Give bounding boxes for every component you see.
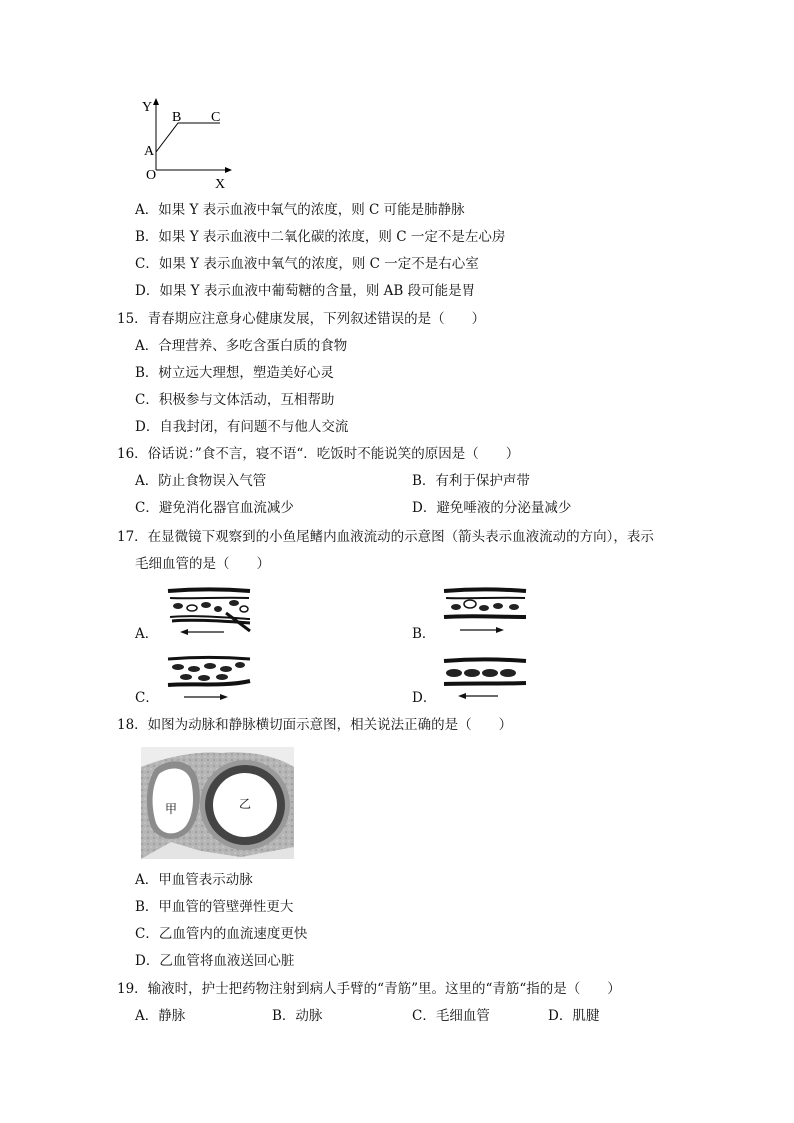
q14-option-a: A．如果 Y 表示血液中氧气的浓度，则 C 可能是肺静脉	[135, 202, 465, 218]
q17-stem-line2: 毛细血管的是（ ）	[135, 556, 270, 572]
q17-figure-d	[440, 653, 530, 707]
graph-origin-label: O	[146, 168, 157, 183]
vein-label: 甲	[165, 802, 178, 816]
graph-c-label: C	[211, 110, 221, 125]
q17-label-a: A．	[135, 626, 159, 642]
q17-figure-b	[440, 587, 530, 641]
q19-option-b: B．动脉	[272, 1008, 323, 1024]
q14-graph	[140, 96, 240, 196]
q19-option-a: A．静脉	[135, 1008, 186, 1024]
q16-option-d: D．避免唾液的分泌量减少	[412, 500, 572, 516]
q17-label-d: D．	[412, 690, 437, 706]
q16-option-b: B．有利于保护声带	[412, 473, 530, 489]
q18-option-a: A．甲血管表示动脉	[135, 872, 253, 888]
q16-stem: 16．俗话说：”食不言，寝不语“．吃饭时不能说笑的原因是（ ）	[117, 446, 520, 462]
q14-option-d: D．如果 Y 表示血液中葡萄糖的含量，则 AB 段可能是胃	[135, 283, 476, 299]
q15-option-a: A．合理营养、多吃含蛋白质的食物	[135, 338, 348, 354]
q17-figure-c	[164, 653, 254, 707]
q18-vessel-figure	[141, 747, 294, 859]
q15-option-b: B．树立远大理想，塑造美好心灵	[135, 365, 334, 381]
q19-option-d: D．肌腱	[548, 1008, 600, 1024]
q18-stem: 18．如图为动脉和静脉横切面示意图，相关说法正确的是（ ）	[117, 717, 513, 733]
q17-label-c: C．	[135, 690, 159, 706]
q18-option-b: B．甲血管的管壁弹性更大	[135, 899, 294, 915]
q16-option-a: A．防止食物误入气管	[135, 473, 267, 489]
graph-curve	[156, 123, 220, 152]
artery-label: 乙	[239, 797, 252, 811]
vein-lumen	[153, 769, 193, 834]
graph-y-label: Y	[142, 100, 153, 115]
q14-option-b: B．如果 Y 表示血液中二氧化碳的浓度，则 C 一定不是左心房	[135, 229, 506, 245]
q14-option-c: C．如果 Y 表示血液中氧气的浓度，则 C 一定不是右心室	[135, 256, 479, 272]
graph-a-label: A	[144, 144, 155, 159]
q17-stem-line1: 17．在显微镜下观察到的小鱼尾鳍内血液流动的示意图（箭头表示血液流动的方向），表示	[117, 529, 654, 545]
q15-option-d: D．自我封闭，有问题不与他人交流	[135, 419, 349, 435]
q15-option-c: C．积极参与文体活动，互相帮助	[135, 392, 335, 408]
q15-stem: 15．青春期应注意身心健康发展，下列叙述错误的是（ ）	[117, 311, 486, 327]
q19-option-c: C．毛细血管	[412, 1008, 490, 1024]
q17-label-b: B．	[412, 626, 436, 642]
q16-option-c: C．避免消化器官血流减少	[135, 500, 294, 516]
graph-b-label: B	[172, 110, 182, 125]
q19-stem: 19．输液时，护士把药物注射到病人手臂的“青筋”里。这里的“青筋“指的是（ ）	[117, 981, 621, 997]
q18-option-c: C．乙血管内的血流速度更快	[135, 926, 308, 942]
q18-option-d: D．乙血管将血液送回心脏	[135, 953, 295, 969]
q17-figure-a	[164, 587, 254, 641]
graph-x-label: X	[215, 177, 226, 192]
